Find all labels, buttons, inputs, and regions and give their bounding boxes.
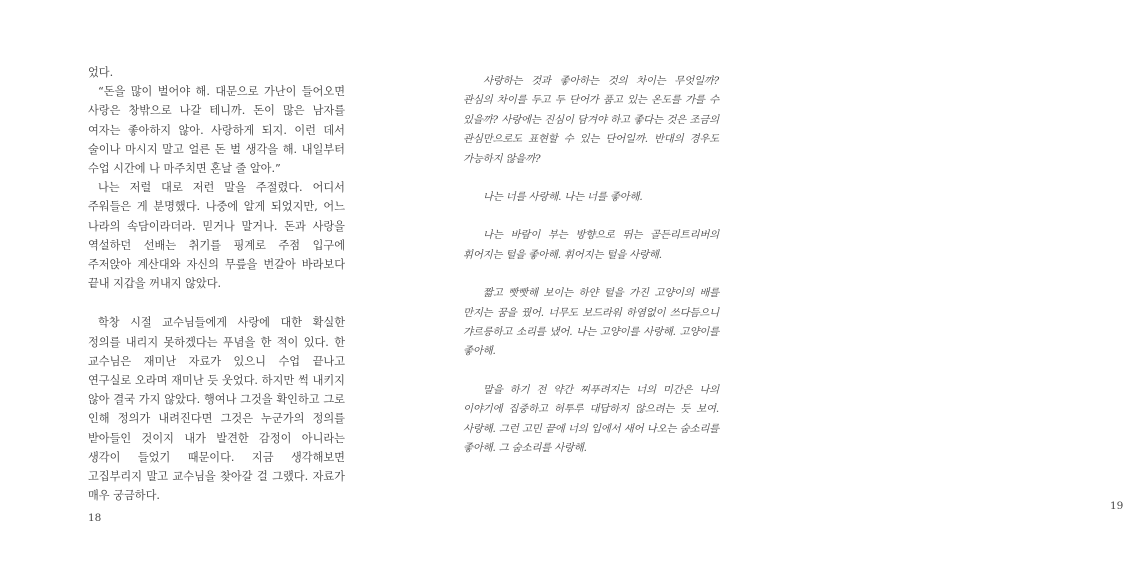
paragraph: 었다.	[88, 66, 114, 79]
paragraph: 나는 너를 사랑해. 나는 너를 좋아해.	[483, 191, 643, 204]
page-number: 19	[1110, 500, 1123, 512]
paragraph: “돈을 많이 벌어야 해. 대문으로 가난이 들어오면 사랑은 창밖으로 나갈 테니까. 돈이 많은 남자를 여자는 좋아하지 않아. 사랑하게 되지. 이런 데서 술이나 마시지 말고 얼른 돈 벌 생각을 해. 내일부터 수업 시간에 나 마주치면 혼날 줄 알아.”	[88, 85, 345, 176]
paragraph: 사랑하는 것과 좋아하는 것의 차이는 무엇일까? 관심의 차이를 두고 두 단어가 품고 있는 온도를 가를 수 있을까? 사랑에는 진심이 담겨야 하고 좋다는 것은 조금의 관심만으로도 표현할 수 있는 단어일까. 반대의 경우도 가능하지 않을까?	[463, 75, 719, 165]
left-page-body	[88, 63, 345, 505]
paragraph: 나는 저럴 대로 저런 말을 주절렸다. 어디서 주워들은 게 분명했다. 나중에 알게 되었지만, 어느 나라의 속담이라더라. 믿거나 말거나. 돈과 사랑을 역설하던 선배는 취기를 핑계로 주점 입구에 주저앉아 계산대와 자신의 무릎을 번갈아 바라보다 끝내 지갑을 꺼내지 않았다.	[88, 181, 345, 291]
paragraph: 학창 시절 교수님들에게 사랑에 대한 확실한 정의를 내리지 못하겠다는 푸념을 한 적이 있다. 한 교수님은 재미난 자료가 있으니 수업 끝나고 연구실로 오라며 재미난 듯 웃었다. 하지만 썩 내키지 않아 결국 가지 않았다. 행여나 그것을 확인하고 그로 인해 정의가 내려진다면 그것은 누군가의 정의를 받아들인 것이지 내가 발견한 감정이 아니라는 생각이 들었기 때문이다. 지금 생각해보면 고집부리지 말고 교수님을 찾아갈 걸 그랬다. 자료가 매우 궁금하다.	[88, 316, 345, 503]
right-page-body	[463, 72, 719, 478]
page-number: 18	[88, 512, 102, 524]
paragraph: 짧고 빳빳해 보이는 하얀 털을 가진 고양이의 배를 만지는 꿈을 꿨어. 너무도 보드라워 하염없이 쓰다듬으니 갸르릉하고 소리를 냈어. 나는 고양이를 사랑해. 고양이를 좋아해.	[463, 287, 719, 358]
paragraph: 말을 하기 전 약간 찌푸려지는 너의 미간은 나의 이야기에 집중하고 허투루 대답하지 않으려는 듯 보여. 사랑해. 그런 고민 끝에 너의 입에서 새어 나오는 숨소리를 좋아해. 그 숨소리를 사랑해.	[463, 383, 719, 455]
left-page	[0, 0, 400, 585]
paragraph: 나는 바람이 부는 방향으로 뛰는 골든리트리버의 휘어지는 털을 좋아해. 휘어지는 털을 사랑해.	[463, 229, 719, 261]
